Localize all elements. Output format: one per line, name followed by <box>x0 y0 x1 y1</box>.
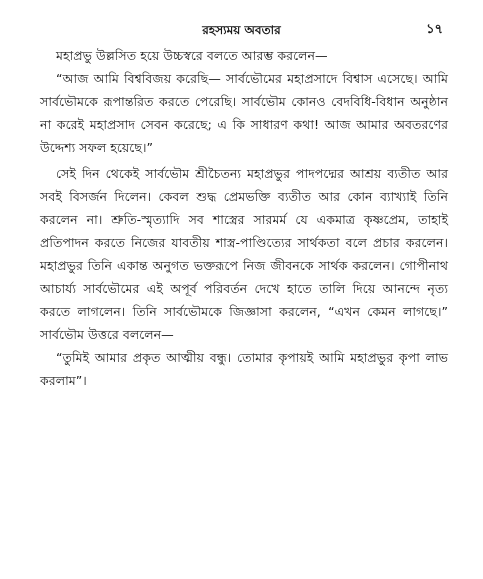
paragraph-intro: মহাপ্রভু উল্লসিত হয়ে উচ্চস্বরে বলতে আরম্ভ করলেন— <box>56 48 328 63</box>
page-number: ১৭ <box>426 22 443 37</box>
paragraph-quote-mahaprabhu: “আজ আমি বিশ্ববিজয় করেছি— সার্বভৌমের মহাপ্রসাদে বিশ্বাস এসেছে। আমি সার্বভৌমকে রূপান্তরিত করতে পেরেছি। সার্বভৌম কোনও বেদবিধি-বিধান অনুষ্ঠান না করেই মহাপ্রসাদ সেবন করেছে; এ কি সাধারণ কথা! আজ আমার অবতরণের উদ্দেশ্য সফল হয়েছে।” <box>40 71 448 155</box>
body-text <box>40 44 448 392</box>
running-header <box>40 20 443 40</box>
paragraph-quote-sarvabhauma: “তুমিই আমার প্রকৃত আত্মীয় বন্ধু। তোমার কৃপায়ই আমি মহাপ্রভুর কৃপা লাভ করলাম”। <box>40 350 448 388</box>
running-title: রহস্যময় অবতার <box>202 23 281 37</box>
paragraph-sarvabhauma-transformation: সেই দিন থেকেই সার্বভৌম শ্রীচৈতন্য মহাপ্রভুর পাদপদ্মের আশ্রয় ব্যতীত আর সবই বিসর্জন দিলেন। কেবল শুদ্ধ প্রেমভক্তি ব্যতীত আর কোন ব্যাখ্যাই তিনি করলেন না। শ্রুতি-স্মৃত্যাদি সব শাস্ত্রের সারমর্ম যে একমাত্র কৃষ্ণপ্রেম, তাহাই প্রতিপাদন করতে নিজের যাবতীয় শাস্ত্র-পাণ্ডিত্যের সার্থকতা বলে প্রচার করলেন। মহাপ্রভুর তিনি একান্ত অনুগত ভক্তরূপে নিজ জীবনকে সার্থক করলেন। গোপীনাথ আচার্য্য সার্বভৌমের এই অপূর্ব পরিবর্তন দেখে হাতে তালি দিয়ে আনন্দে নৃত্য করতে লাগলেন। তিনি সার্বভৌমকে জিজ্ঞাসা করলেন, “এখন কেমন লাগছে।” সার্বভৌম উত্তরে বললেন— <box>40 166 448 342</box>
